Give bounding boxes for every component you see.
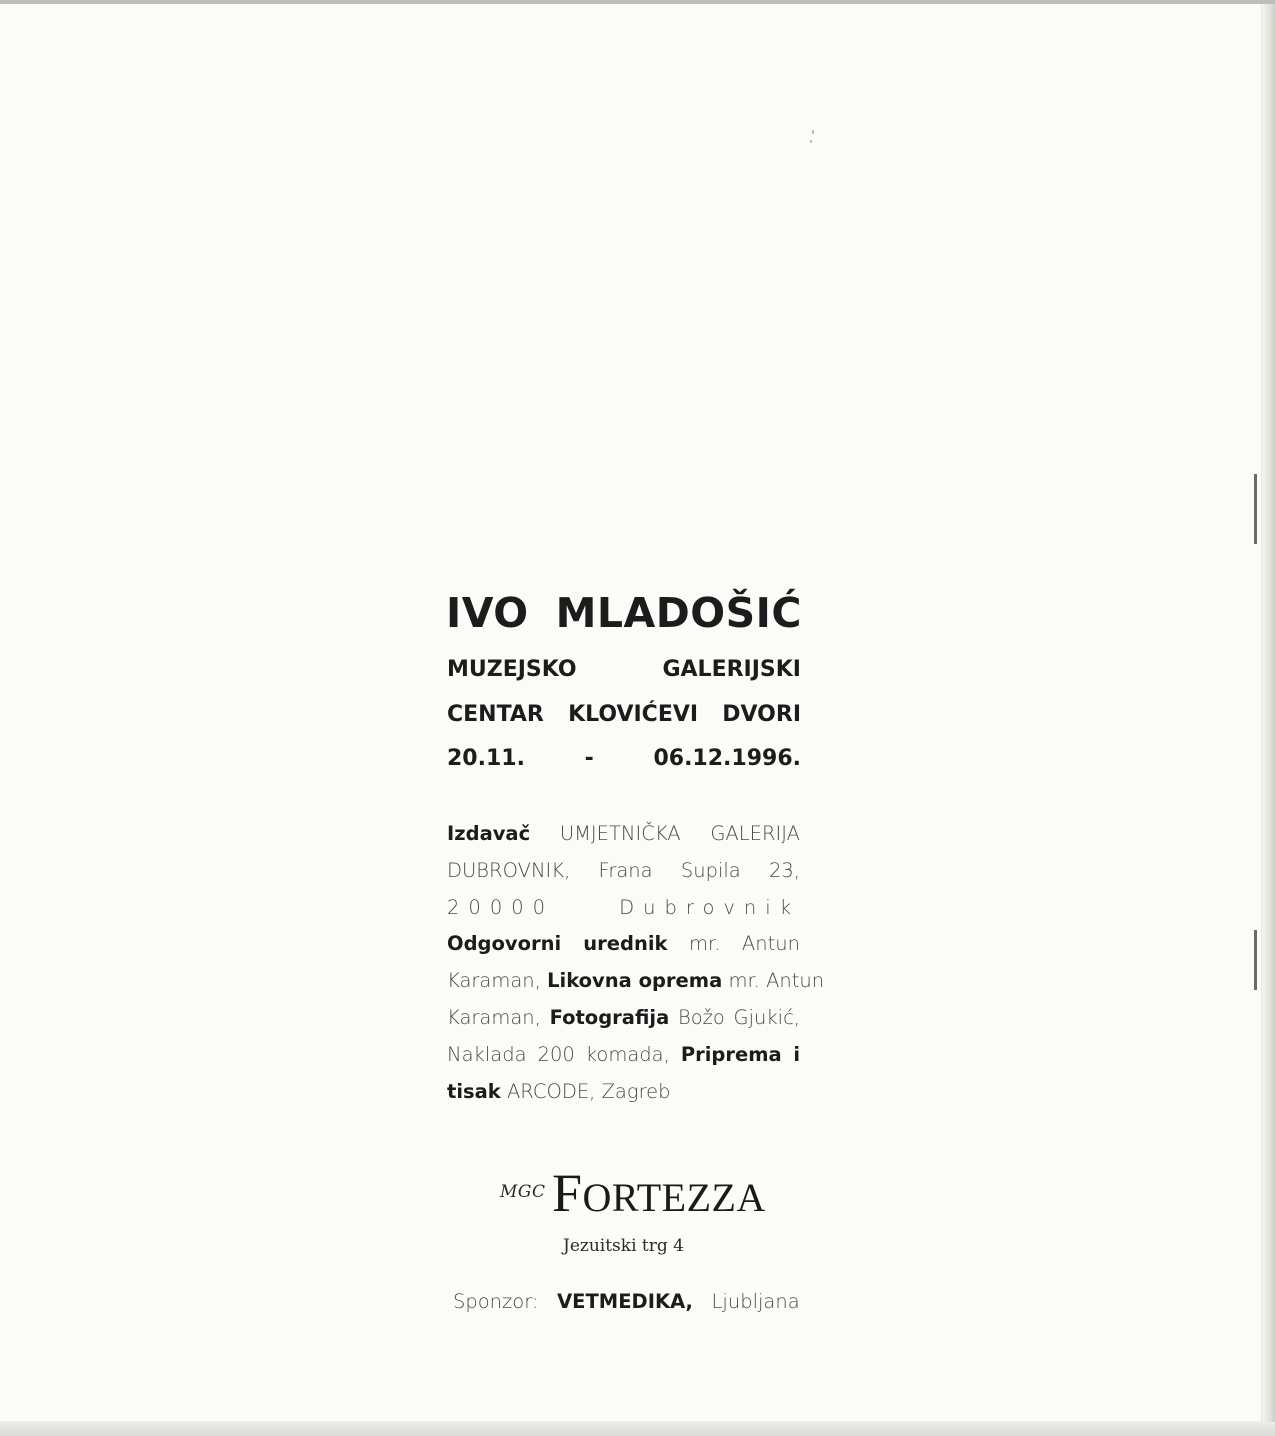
- publisher-value: UMJETNIČKA GALERIJA: [559, 822, 800, 845]
- paper-speck: [810, 140, 812, 143]
- colophon-credits: [447, 816, 825, 1110]
- fortezza-logo: [500, 1158, 766, 1228]
- credits-line-3: [447, 890, 800, 927]
- logo-rest: ORTEZZA: [582, 1175, 766, 1220]
- credits-line-5: [447, 963, 825, 1000]
- editor-label: Odgovorni urednik: [447, 932, 668, 956]
- sponsor-line: [453, 1290, 806, 1313]
- editor-surname: Karaman,: [447, 969, 541, 993]
- print-run: Naklada 200 komada,: [447, 1042, 670, 1066]
- sponsor-name: VETMEDIKA,: [557, 1290, 693, 1313]
- binding-staple-mark: [1254, 474, 1257, 544]
- sponsor-city: Ljubljana: [711, 1290, 800, 1313]
- venue-line-2: CENTAR KLOVIĆEVI DVORI: [447, 702, 801, 727]
- venue-line-1: MUZEJSKO GALERIJSKI: [447, 657, 801, 682]
- binding-staple-mark: [1254, 930, 1257, 990]
- prepress-label: Priprema i: [680, 1042, 800, 1066]
- sponsor-label: Sponzor:: [453, 1290, 539, 1313]
- design-label: Likovna oprema: [547, 969, 723, 993]
- logo-initial: F: [552, 1163, 583, 1223]
- credits-line-8: [447, 1074, 800, 1111]
- design-value: mr. Antun: [728, 969, 825, 993]
- design-surname: Karaman,: [447, 1005, 541, 1029]
- credits-line-4: [447, 926, 800, 963]
- credits-line-2: [447, 853, 800, 890]
- editor-value: mr. Antun: [689, 932, 800, 956]
- publisher-address: DUBROVNIK, Frana Supila 23,: [447, 858, 800, 882]
- credits-line-1: [447, 816, 800, 853]
- exhibition-dates: 20.11. - 06.12.1996.: [447, 746, 801, 771]
- artist-name-title: IVO MLADOŠIĆ: [446, 589, 802, 637]
- credits-line-6: [447, 1000, 800, 1037]
- photo-value: Božo Gjukić,: [677, 1005, 800, 1029]
- print-label: tisak: [447, 1079, 501, 1103]
- publisher-label: Izdavač: [447, 822, 531, 845]
- photo-label: Fotografija: [549, 1005, 670, 1029]
- page-right-edge: [1262, 4, 1275, 1422]
- publisher-city: 20000 Dubrovnik: [447, 895, 800, 919]
- page-bottom-edge: [0, 1422, 1275, 1436]
- logo-wordmark: [552, 1162, 766, 1224]
- paper-speck: [812, 130, 814, 134]
- gallery-address: Jezuitski trg 4: [563, 1236, 684, 1256]
- printer-value: ARCODE, Zagreb: [506, 1079, 671, 1103]
- credits-line-7: [447, 1037, 800, 1074]
- logo-prefix: MGC: [500, 1182, 546, 1202]
